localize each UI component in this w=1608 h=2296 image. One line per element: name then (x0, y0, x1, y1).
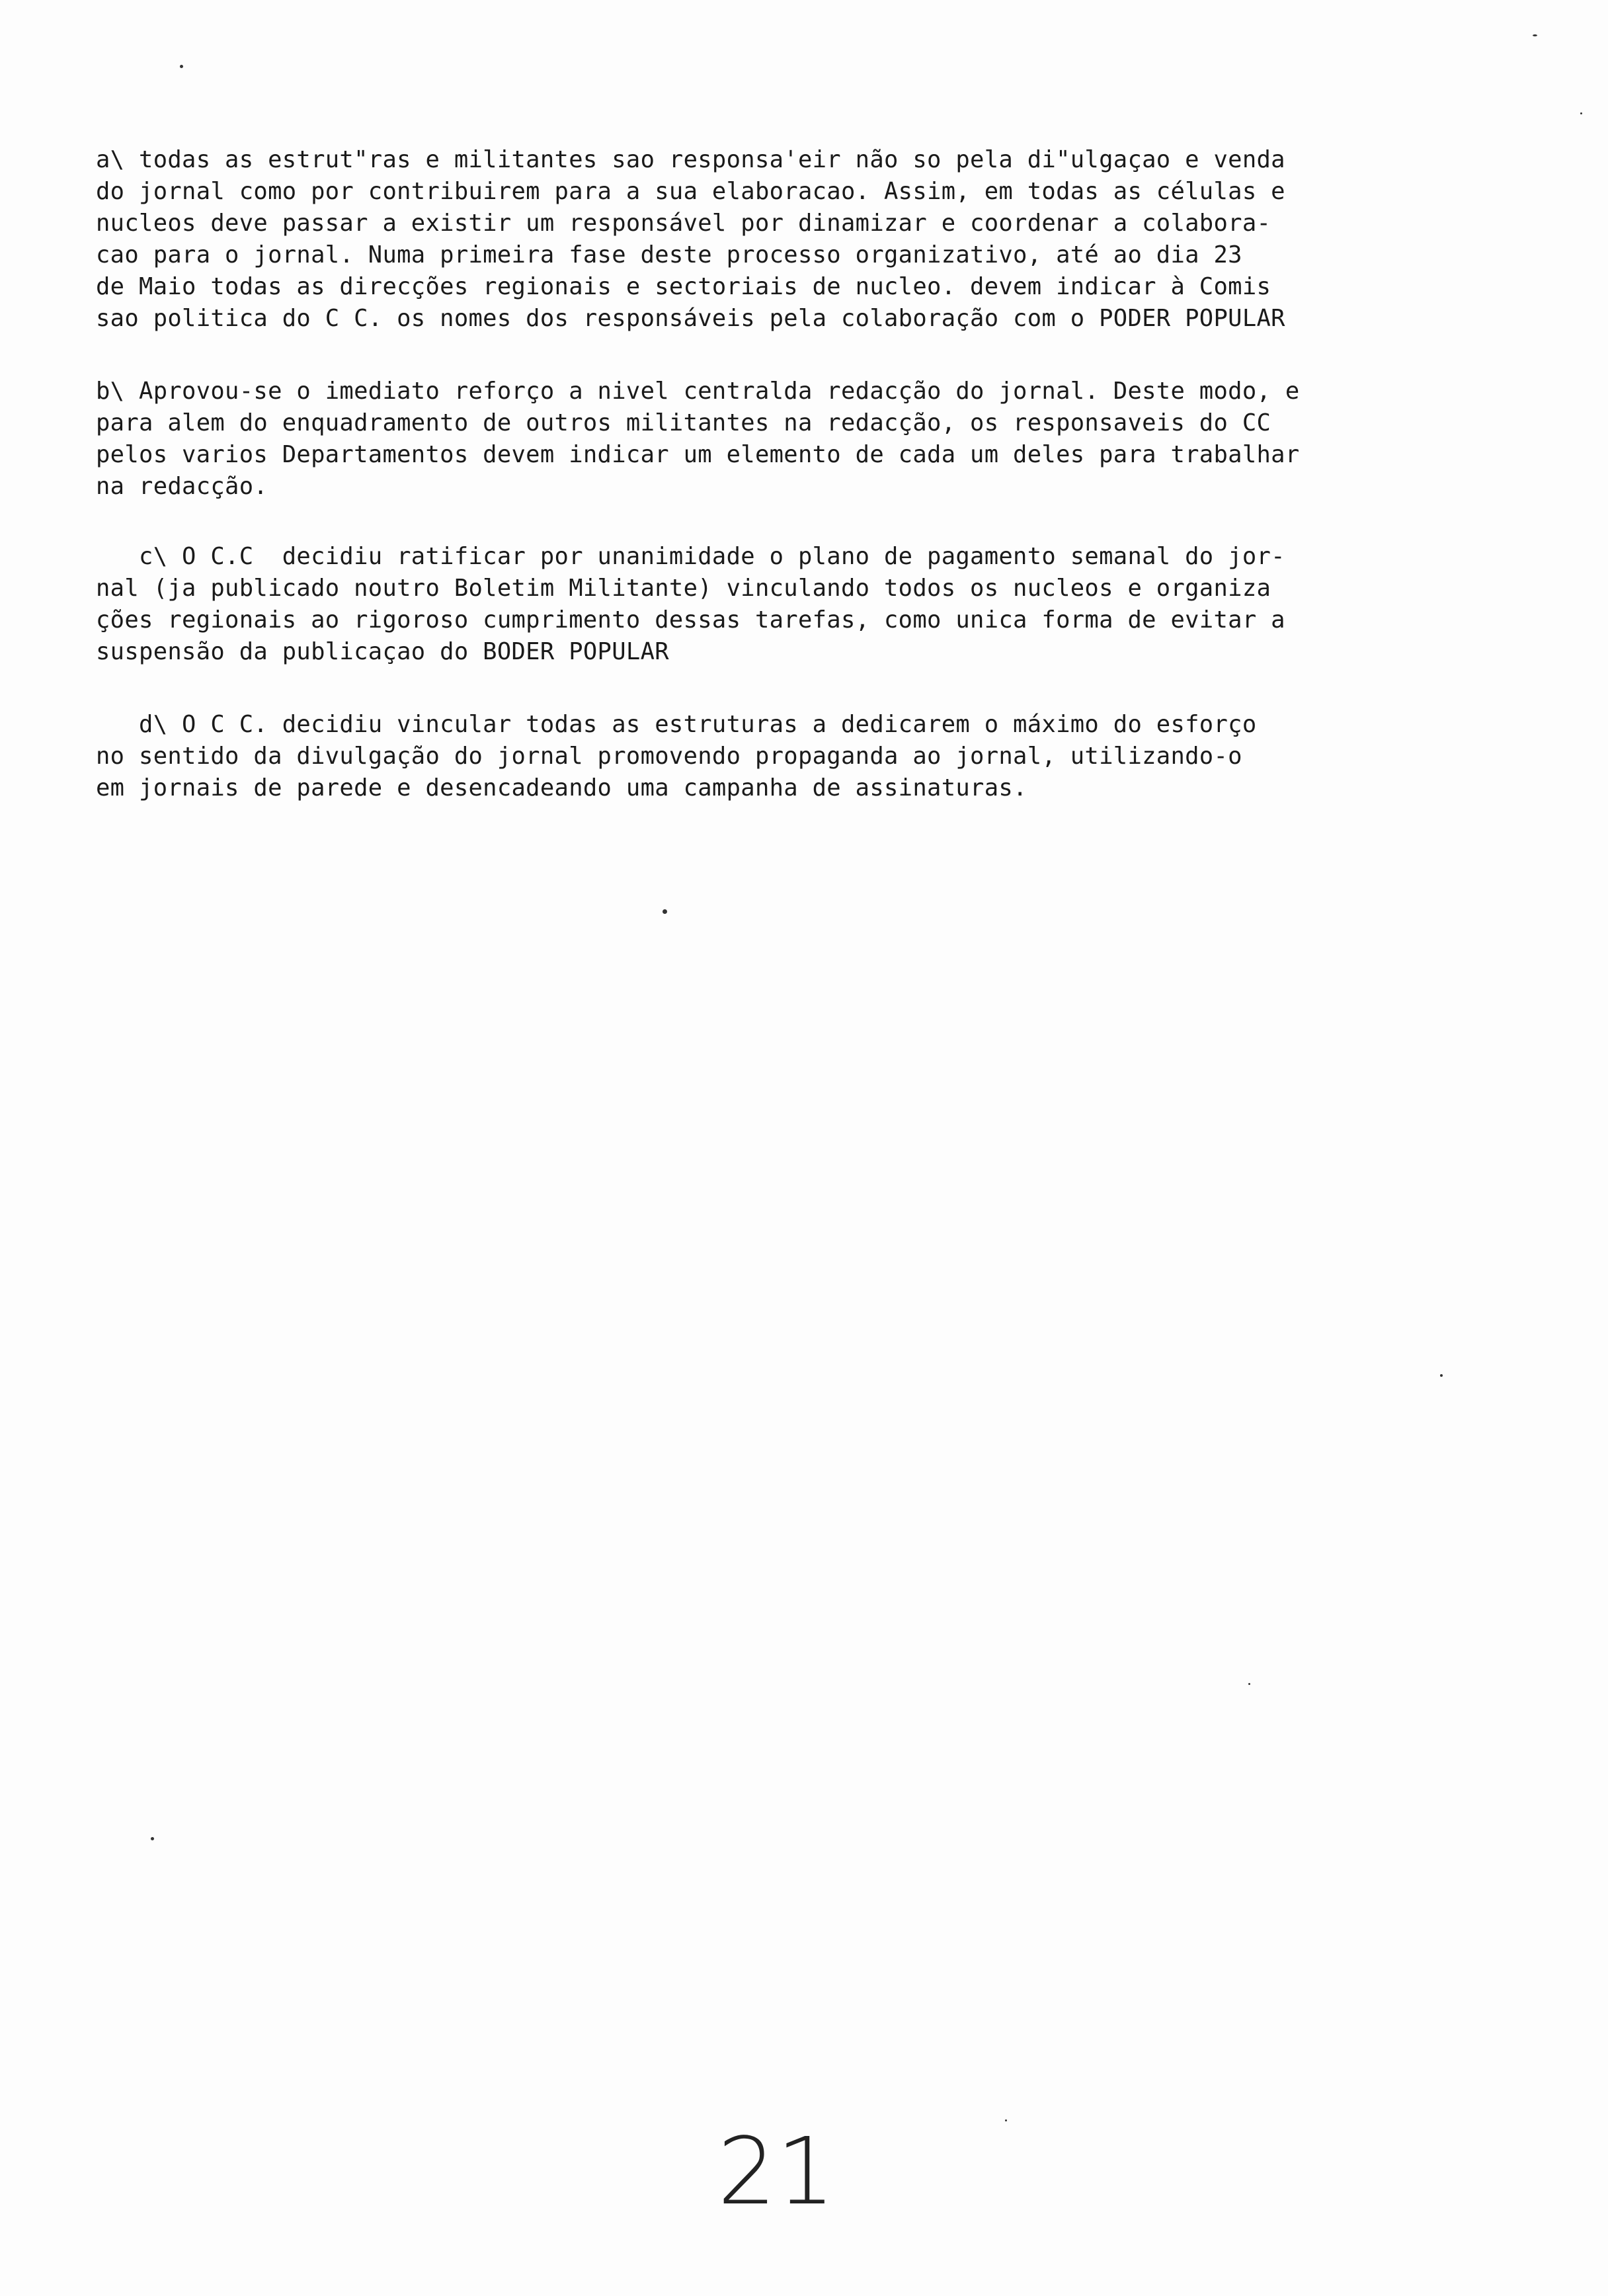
paragraph-a-line-2: do jornal como por contribuirem para a sua elaboracao. Assim, em todas as células e (96, 178, 1285, 205)
scan-speck (1440, 1374, 1443, 1377)
paragraph-b-line-1: b\ Aprovou-se o imediato reforço a nivel centralda redacção do jornal. Deste modo, e (96, 378, 1300, 405)
paragraph-d-line-1: d\ O C C. decidiu vincular todas as estruturas a dedicarem o máximo do esforço (96, 711, 1257, 738)
page-number: 21 (717, 2118, 836, 2226)
scan-speck (1533, 34, 1537, 36)
paragraph-a (96, 144, 1484, 335)
paragraph-b-line-4: na redacção. (96, 473, 268, 500)
paragraph-a-line-4: cao para o jornal. Numa primeira fase deste processo organizativo, até ao dia 23 (96, 241, 1242, 268)
paragraph-d-line-2: no sentido da divulgação do jornal promovendo propaganda ao jornal, utilizando-o (96, 743, 1242, 770)
scan-speck (1580, 112, 1582, 114)
paragraph-d (96, 709, 1484, 804)
paragraph-a-line-3: nucleos deve passar a existir um responsável por dinamizar e coordenar a colabora- (96, 210, 1271, 237)
paragraph-d-line-3: em jornais de parede e desencadeando uma campanha de assinaturas. (96, 774, 1027, 801)
paragraph-c (96, 541, 1484, 668)
paragraph-b-line-2: para alem do enquadramento de outros militantes na redacção, os responsaveis do CC (96, 409, 1271, 436)
paragraph-a-line-5: de Maio todas as direcções regionais e sectoriais de nucleo. devem indicar à Comis (96, 273, 1271, 300)
paragraph-b (96, 376, 1484, 503)
scan-speck (663, 909, 667, 914)
paragraph-a-line-6: sao politica do C C. os nomes dos responsáveis pela colaboração com o PODER POPULAR (96, 305, 1285, 332)
scan-speck (180, 65, 183, 68)
scan-speck (1005, 2119, 1007, 2121)
paragraph-c-line-2: nal (ja publicado noutro Boletim Militante) vinculando todos os nucleos e organiza (96, 575, 1271, 602)
paragraph-c-line-1: c\ O C.C decidiu ratificar por unanimidade o plano de pagamento semanal do jor- (96, 543, 1285, 570)
scan-speck (151, 1837, 154, 1840)
paragraph-c-line-4: suspensão da publicaçao do BODER POPULAR (96, 638, 669, 665)
scan-speck (1248, 1683, 1250, 1685)
paragraph-a-line-1: a\ todas as estrut"ras e militantes sao responsa'eir não so pela di"ulgaçao e venda (96, 146, 1285, 173)
paragraph-c-line-3: ções regionais ao rigoroso cumprimento dessas tarefas, como unica forma de evitar a (96, 606, 1285, 634)
paragraph-b-line-3: pelos varios Departamentos devem indicar um elemento de cada um deles para trabalhar (96, 441, 1300, 468)
